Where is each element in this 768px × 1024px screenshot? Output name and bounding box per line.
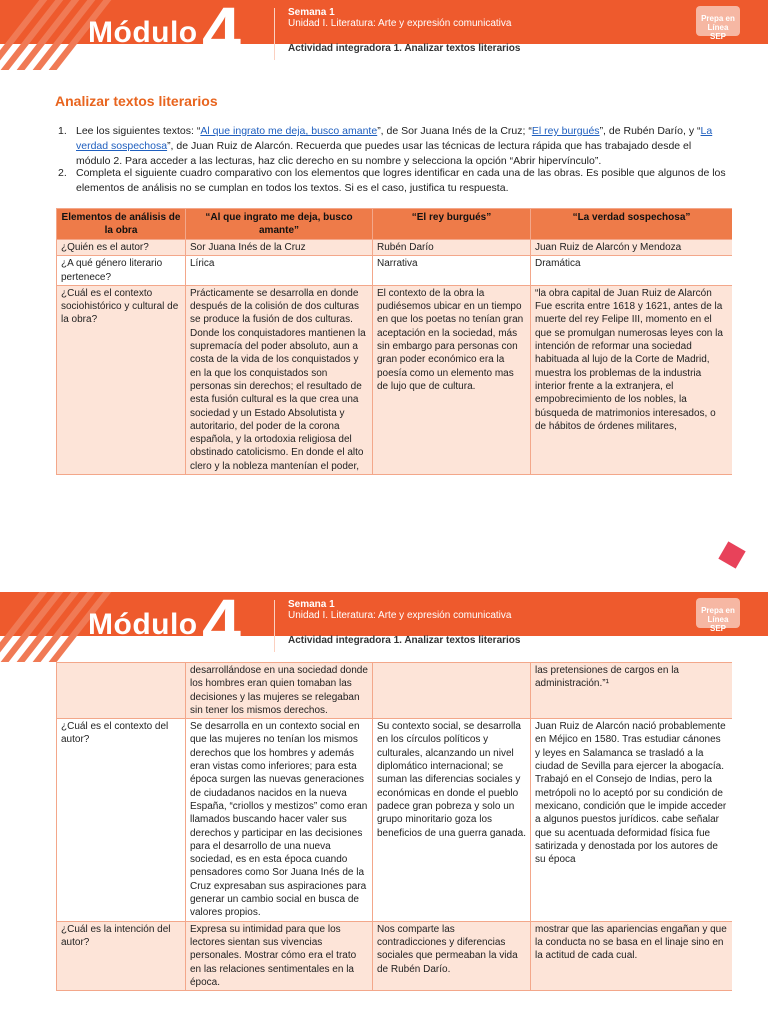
header-cell: “El rey burgués” [373,209,531,240]
module-label: Módulo [88,16,198,49]
table-cell: ¿Cuál es el contexto sociohistórico y cultural de la obra? [57,285,186,474]
table-cell: desarrollándose en una sociedad donde los hombres eran quien tomaban las decisiones y las mujeres se relegaban sin tener los mismos derechos. [186,663,373,719]
table-cell: ¿A qué género literario pertenece? [57,256,186,286]
table-cell: Narrativa [373,256,531,286]
page-2 [0,585,768,1024]
activity-label: Actividad integradora 1. Analizar textos literarios [288,43,521,54]
unit-label: Unidad I. Literatura: Arte y expresión comunicativa [288,610,512,621]
comparison-table-page-1 [56,208,732,475]
table-cell: las pretensiones de cargos en la administración.”¹ [531,663,733,719]
module-label: Módulo [88,608,198,641]
table-row [57,719,733,921]
table-header-row [57,209,733,240]
link-al-que-ingrato[interactable]: Al que ingrato me deja, busco amante [200,125,378,137]
module-number: 4 [202,585,241,663]
logo-text: Prepa en Línea SEP [701,606,735,633]
table-cell [373,663,531,719]
table-row [57,663,733,719]
table-cell [57,663,186,719]
instruction-text: Completa el siguiente cuadro comparativo con los elementos que logres identificar en cada una de las obras. Es posible que algunos de los elementos de análisis no se cumplan en todos los textos. Si es el caso, justifica tu respuesta. [76,167,726,194]
table-cell: Rubén Darío [373,240,531,256]
table-cell: Juan Ruiz de Alarcón nació probablemente en Méjico en 1580. Tras estudiar cánones y leyes en Salamanca se trasladó a la ciudad de Sevilla para ejercer la abogacía. Trabajó en el Consejo de Indias, pero la metrópoli no lo aceptó por su condición de mexicano, condición que le impide acceder a algunos puestos jurídicos. cabe señalar que su acentuada deformidad física fue satirizada y denostada por los autores de su época [531,719,733,921]
table-cell: Su contexto social, se desarrolla en los círculos políticos y culturales, alcanzando un nivel diplomático internacional; se suman las diferencias sociales y económicas en donde el pueblo padece gran pobreza y solo un grupo minoritario goza los beneficios de una guerra ganada. [373,719,531,921]
table-cell: ¿Cuál es la intención del autor? [57,921,186,990]
table-cell: “la obra capital de Juan Ruiz de Alarcón Fue escrita entre 1618 y 1621, antes de la muerte del rey Felipe III, momento en el que se promulgan numerosas leyes con la intención de reformar una sociedad habituada al lujo de la Corte de Madrid, muestra los problemas de la industria interior frente a la extranjera, el empobrecimiento de los nobles, la búsqueda de matrimonios interesados, o de hábitos de órdenes militares, [531,285,733,474]
link-la-verdad-sospechosa[interactable]: La verdad sospechosa [76,125,713,152]
table-cell: Sor Juana Inés de la Cruz [186,240,373,256]
module-header [0,585,768,663]
week-label: Semana 1 [288,599,335,610]
table-cell: ¿Quién es el autor? [57,240,186,256]
prepa-en-linea-logo [696,6,740,41]
header-cell: “La verdad sospechosa” [531,209,733,240]
page-corner-diamond-icon [718,541,745,568]
header-cell: “Al que ingrato me deja, busco amante” [186,209,373,240]
table-row [57,921,733,990]
prepa-en-linea-logo [696,598,740,633]
table-cell: Lírica [186,256,373,286]
table-cell: Juan Ruiz de Alarcón y Mendoza [531,240,733,256]
table-cell: ¿Cuál es el contexto del autor? [57,719,186,921]
comparison-table-page-2 [56,662,732,991]
table-page-2-frame [56,662,732,1024]
week-label: Semana 1 [288,7,335,18]
instruction-number: 1. [58,125,67,137]
table-page-1-frame [56,208,732,512]
logo-text: Prepa en Línea SEP [701,14,735,41]
header-divider [274,600,275,652]
instruction-item-2 [58,166,728,196]
table-row [57,256,733,286]
table-cell: Nos comparte las contradicciones y diferencias sociales que permeaban la vida de Rubén Darío. [373,921,531,990]
table-row [57,285,733,474]
activity-label: Actividad integradora 1. Analizar textos literarios [288,635,521,646]
table-cell: Dramática [531,256,733,286]
module-number: 4 [202,0,241,71]
header-divider [274,8,275,60]
section-title: Analizar textos literarios [55,93,218,109]
header-cell: Elementos de análisis de la obra [57,209,186,240]
instruction-number: 2. [58,167,67,179]
table-cell: Expresa su intimidad para que los lectores sientan sus vivencias personales. Mostrar cómo era el trato en las relaciones sentimentales en la época. [186,921,373,990]
link-el-rey-burgues[interactable]: El rey burgués [531,125,600,137]
instruction-item-1: 1. Lee los siguientes textos: “Al que ingrato me deja, busco amante”, de Sor Juana Inés de la Cruz; “El rey burgués”, de Rubén Darío, y “La verdad sospechosa”, de Juan Ruiz de Alarcón. Recuerda que puedes usar las técnicas de lectura rápida que has trabajado desde el módulo 2. Para acceder a las lecturas, haz clic derecho en su nombre y selecciona la opción “Abrir hipervínculo”. [58,125,713,167]
table-cell: mostrar que las apariencias engañan y que la conducta no se basa en el linaje sino en la actitud de cada cual. [531,921,733,990]
module-header [0,0,768,70]
table-cell: El contexto de la obra la pudiésemos ubicar en un tiempo en que los poetas no tenían gran aceptación en la sociedad, más sin embargo para personas con gran poder económico era la poesía como un elemento mas de lujo que de cultura. [373,285,531,474]
table-cell: Prácticamente se desarrolla en donde después de la colisión de dos culturas se produce la fusión de dos culturas. Donde los conquistadores mantienen la supremacía del poder absoluto, aun a costa de la vida de los conquistados y en la que los conquistados son personas sin derechos; el resultado de esta fusión cultural es la que crea una sociedad y un Estado Absolutista y autoritario, del poder de la corona española, y la ortodoxia religiosa del obstinado catolicismo. En donde el alto clero y la nobleza mantenían el poder, [186,285,373,474]
unit-label: Unidad I. Literatura: Arte y expresión comunicativa [288,18,512,29]
table-cell: Se desarrolla en un contexto social en que las mujeres no tenían los mismos derechos que los hombres y además eran vistas como inferiores; para esta época surgen las nuevas generaciones de ciudadanos nacidos en la nueva España, “criollos y mestizos” como eran llamados buscando hacer valer sus derechos y participar en las decisiones para el desarrollo de una nueva sociedad, es en esta época cuando pensadores como Sor Juana Inés de la Cruz expresaban sus aspiraciones para generar un cambio social en busca de valores propios. [186,719,373,921]
table-row [57,240,733,256]
